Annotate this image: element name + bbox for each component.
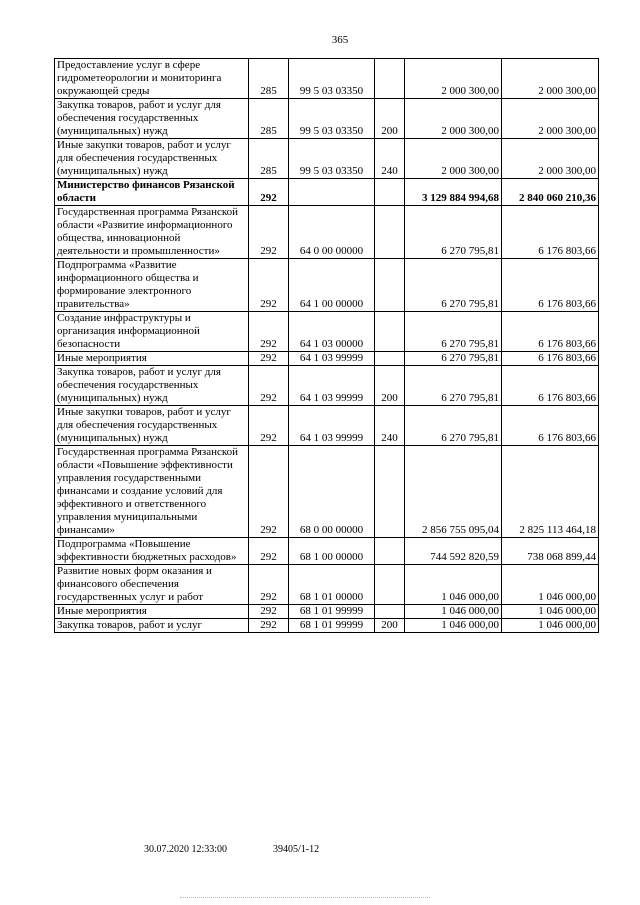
cell-amount-year-1: 3 129 884 994,68 <box>405 179 502 206</box>
page-number: 365 <box>331 34 349 46</box>
cell-admin-code: 292 <box>249 406 289 446</box>
table-row <box>55 619 599 633</box>
cell-amount-year-2: 6 176 803,66 <box>502 406 599 446</box>
cell-expense-type <box>375 179 405 206</box>
footer-document-number: 39405/1-12 <box>273 844 320 855</box>
cell-amount-year-2: 6 176 803,66 <box>502 366 599 406</box>
cell-expense-type <box>375 59 405 99</box>
table-row <box>55 206 599 259</box>
cell-admin-code: 285 <box>249 59 289 99</box>
cell-amount-year-2: 6 176 803,66 <box>502 352 599 366</box>
cell-admin-code: 292 <box>249 538 289 565</box>
cell-amount-year-2: 6 176 803,66 <box>502 206 599 259</box>
cell-target-article: 64 1 00 00000 <box>289 259 375 312</box>
cell-amount-year-1: 2 856 755 095,04 <box>405 446 502 538</box>
cell-target-article: 99 5 03 03350 <box>289 139 375 179</box>
cell-admin-code: 292 <box>249 312 289 352</box>
cell-name: Иные закупки товаров, работ и услуг для обеспечения государственных (муниципальных) нужд <box>55 406 249 446</box>
cell-target-article: 64 0 00 00000 <box>289 206 375 259</box>
cell-amount-year-2: 2 000 300,00 <box>502 59 599 99</box>
cell-expense-type <box>375 259 405 312</box>
cell-target-article: 64 1 03 99999 <box>289 406 375 446</box>
cell-name: Развитие новых форм оказания и финансового обеспечения государственных услуг и работ <box>55 565 249 605</box>
cell-name: Предоставление услуг в сфере гидрометеорологии и мониторинга окружающей среды <box>55 59 249 99</box>
table-row <box>55 99 599 139</box>
scan-noise-line <box>180 897 430 902</box>
table-row <box>55 59 599 99</box>
cell-expense-type: 240 <box>375 139 405 179</box>
cell-expense-type <box>375 206 405 259</box>
cell-admin-code: 292 <box>249 259 289 312</box>
cell-expense-type <box>375 446 405 538</box>
cell-admin-code: 292 <box>249 605 289 619</box>
cell-name: Закупка товаров, работ и услуг для обеспечения государственных (муниципальных) нужд <box>55 99 249 139</box>
budget-table <box>54 58 599 633</box>
cell-amount-year-1: 2 000 300,00 <box>405 139 502 179</box>
cell-amount-year-1: 744 592 820,59 <box>405 538 502 565</box>
cell-amount-year-1: 6 270 795,81 <box>405 352 502 366</box>
cell-expense-type <box>375 565 405 605</box>
cell-name: Закупка товаров, работ и услуг <box>55 619 249 633</box>
cell-amount-year-1: 2 000 300,00 <box>405 59 502 99</box>
table-row <box>55 406 599 446</box>
table-row <box>55 538 599 565</box>
cell-name: Министерство финансов Рязанской области <box>55 179 249 206</box>
cell-name: Подпрограмма «Развитие информационного общества и формирование электронного правительства» <box>55 259 249 312</box>
cell-expense-type <box>375 312 405 352</box>
cell-amount-year-2: 6 176 803,66 <box>502 259 599 312</box>
cell-amount-year-2: 1 046 000,00 <box>502 565 599 605</box>
footer-timestamp: 30.07.2020 12:33:00 <box>144 844 228 855</box>
cell-amount-year-1: 6 270 795,81 <box>405 366 502 406</box>
table-row <box>55 139 599 179</box>
cell-target-article <box>289 179 375 206</box>
table-row <box>55 605 599 619</box>
cell-expense-type: 200 <box>375 619 405 633</box>
cell-amount-year-1: 1 046 000,00 <box>405 565 502 605</box>
cell-amount-year-1: 2 000 300,00 <box>405 99 502 139</box>
cell-admin-code: 285 <box>249 139 289 179</box>
cell-name: Закупка товаров, работ и услуг для обеспечения государственных (муниципальных) нужд <box>55 366 249 406</box>
cell-expense-type: 200 <box>375 99 405 139</box>
cell-target-article: 68 1 00 00000 <box>289 538 375 565</box>
cell-amount-year-1: 1 046 000,00 <box>405 605 502 619</box>
table-row <box>55 565 599 605</box>
cell-amount-year-2: 1 046 000,00 <box>502 605 599 619</box>
cell-admin-code: 292 <box>249 446 289 538</box>
cell-target-article: 64 1 03 00000 <box>289 312 375 352</box>
table-row <box>55 179 599 206</box>
cell-target-article: 64 1 03 99999 <box>289 352 375 366</box>
cell-target-article: 99 5 03 03350 <box>289 59 375 99</box>
cell-admin-code: 292 <box>249 366 289 406</box>
cell-admin-code: 292 <box>249 352 289 366</box>
cell-expense-type <box>375 352 405 366</box>
cell-target-article: 99 5 03 03350 <box>289 99 375 139</box>
cell-amount-year-2: 2 840 060 210,36 <box>502 179 599 206</box>
cell-amount-year-1: 6 270 795,81 <box>405 259 502 312</box>
cell-admin-code: 292 <box>249 619 289 633</box>
cell-amount-year-1: 6 270 795,81 <box>405 312 502 352</box>
cell-amount-year-1: 1 046 000,00 <box>405 619 502 633</box>
cell-target-article: 68 1 01 00000 <box>289 565 375 605</box>
cell-expense-type <box>375 605 405 619</box>
cell-amount-year-2: 6 176 803,66 <box>502 312 599 352</box>
cell-amount-year-2: 1 046 000,00 <box>502 619 599 633</box>
cell-name: Иные мероприятия <box>55 605 249 619</box>
cell-amount-year-2: 2 000 300,00 <box>502 139 599 179</box>
table-row <box>55 259 599 312</box>
cell-amount-year-2: 738 068 899,44 <box>502 538 599 565</box>
cell-target-article: 68 0 00 00000 <box>289 446 375 538</box>
cell-amount-year-1: 6 270 795,81 <box>405 206 502 259</box>
cell-name: Иные закупки товаров, работ и услуг для обеспечения государственных (муниципальных) нужд <box>55 139 249 179</box>
cell-admin-code: 292 <box>249 206 289 259</box>
table-row <box>55 366 599 406</box>
cell-target-article: 68 1 01 99999 <box>289 605 375 619</box>
cell-name: Подпрограмма «Повышение эффективности бюджетных расходов» <box>55 538 249 565</box>
cell-admin-code: 285 <box>249 99 289 139</box>
cell-name: Создание инфраструктуры и организация информационной безопасности <box>55 312 249 352</box>
cell-target-article: 68 1 01 99999 <box>289 619 375 633</box>
cell-amount-year-2: 2 000 300,00 <box>502 99 599 139</box>
cell-expense-type: 200 <box>375 366 405 406</box>
cell-amount-year-2: 2 825 113 464,18 <box>502 446 599 538</box>
cell-name: Государственная программа Рязанской области «Повышение эффективности управления государственными финансами и создание условий для эффективного и ответственного управления муниципальными финансами» <box>55 446 249 538</box>
budget-table-body <box>55 59 599 633</box>
table-row <box>55 446 599 538</box>
cell-name: Государственная программа Рязанской области «Развитие информационного общества, инновационной деятельности и промышленности» <box>55 206 249 259</box>
table-row <box>55 312 599 352</box>
cell-name: Иные мероприятия <box>55 352 249 366</box>
cell-admin-code: 292 <box>249 565 289 605</box>
cell-amount-year-1: 6 270 795,81 <box>405 406 502 446</box>
cell-expense-type <box>375 538 405 565</box>
cell-admin-code: 292 <box>249 179 289 206</box>
table-row <box>55 352 599 366</box>
cell-target-article: 64 1 03 99999 <box>289 366 375 406</box>
cell-expense-type: 240 <box>375 406 405 446</box>
